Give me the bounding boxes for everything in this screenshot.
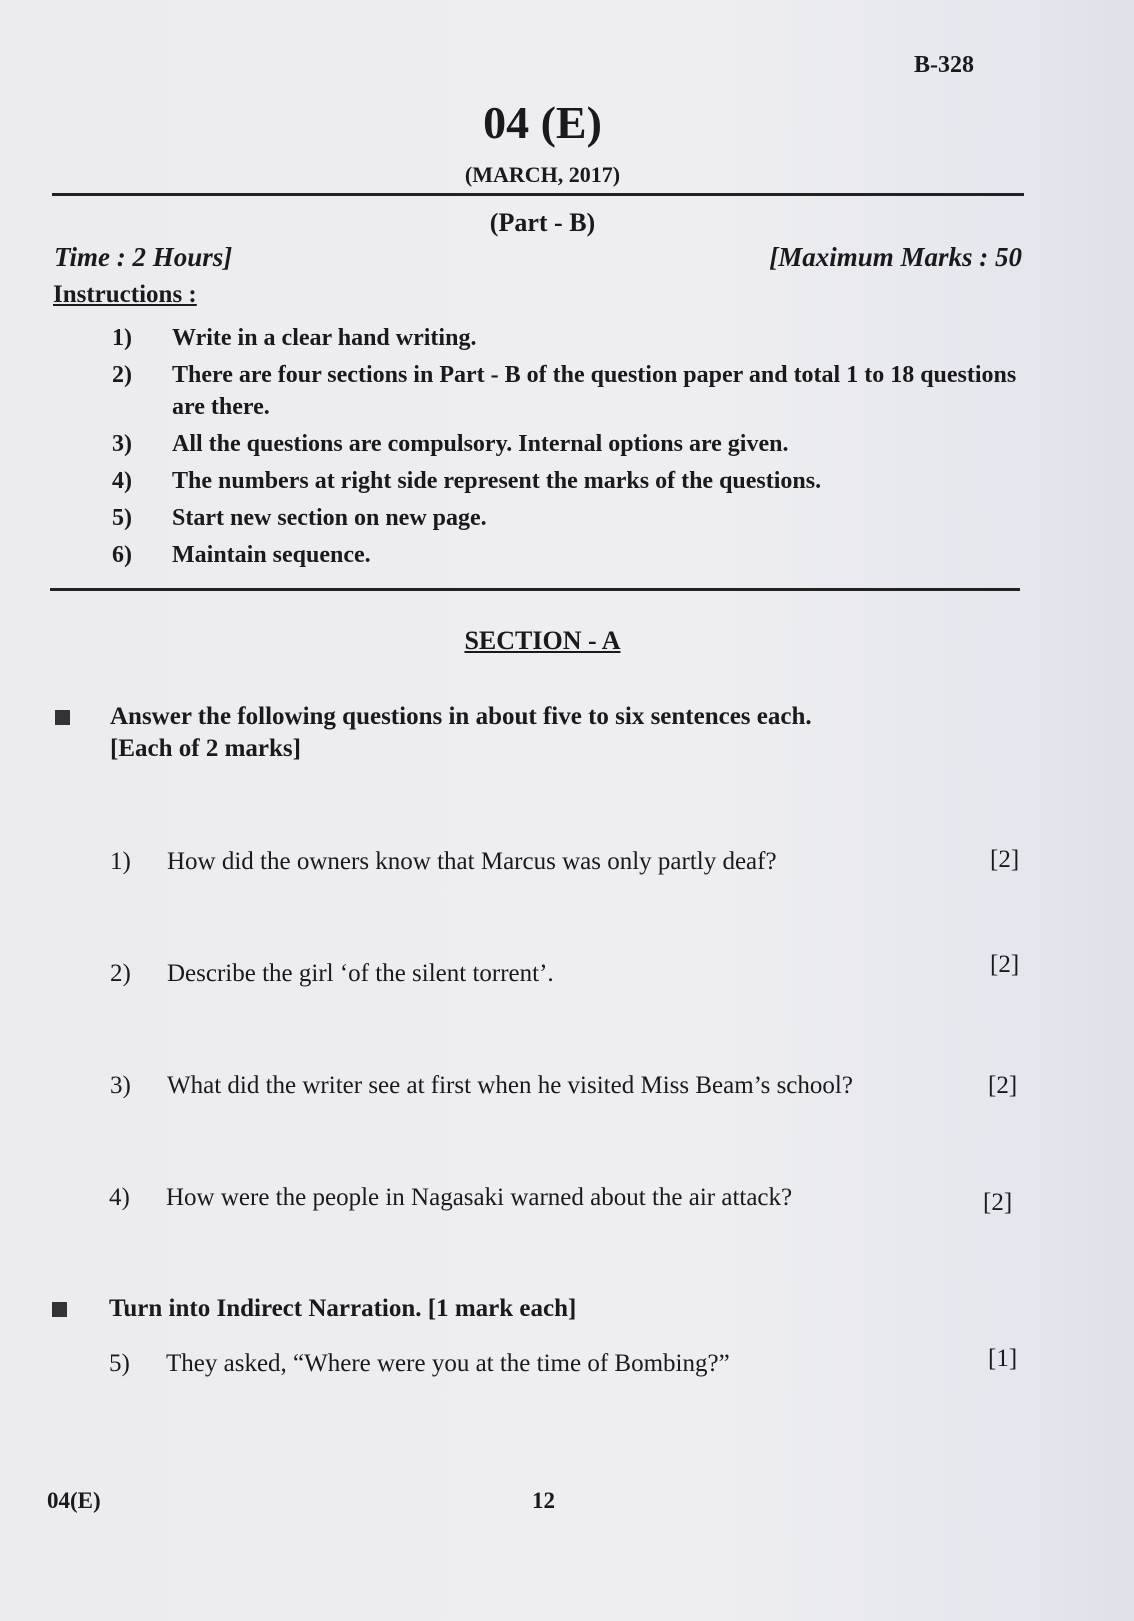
instruction-number: 2) <box>112 362 132 388</box>
part-label: (Part - B) <box>489 208 596 237</box>
question-text: How were the people in Nagasaki warned about the air attack? <box>166 1184 793 1211</box>
instructions-list <box>112 322 1032 576</box>
question-marks: [2] <box>983 1189 1013 1216</box>
divider-instructions <box>50 588 1020 591</box>
instruction-number: 4) <box>112 468 132 494</box>
instruction-number: 1) <box>112 325 132 351</box>
question-text: What did the writer see at first when he visited Miss Beam’s school? <box>167 1072 853 1099</box>
page-number: 12 <box>532 1488 555 1513</box>
question-text: How did the owners know that Marcus was only partly deaf? <box>167 848 777 875</box>
time-allowed: Time : 2 Hours] <box>54 242 233 272</box>
question-block-heading: Turn into Indirect Narration. [1 mark each] <box>109 1295 577 1322</box>
instruction-text: Maintain sequence. <box>172 542 371 568</box>
instruction-item <box>112 465 1032 497</box>
question-number: 5) <box>109 1350 130 1377</box>
maximum-marks: [Maximum Marks : 50 <box>769 242 1022 272</box>
instruction-number: 5) <box>112 505 132 531</box>
instruction-text: The numbers at right side represent the marks of the questions. <box>172 468 822 494</box>
section-title: SECTION - A <box>464 626 621 655</box>
instruction-item <box>112 539 1032 571</box>
question-text: Describe the girl ‘of the silent torrent’. <box>167 960 554 987</box>
question-block-heading: Answer the following questions in about five to six sentences each. <box>110 703 812 730</box>
question-number: 2) <box>110 960 131 987</box>
exam-date: (MARCH, 2017) <box>464 162 621 187</box>
instruction-item <box>112 428 1032 460</box>
subject-code: 04 (E) <box>483 97 602 148</box>
question-marks: [1] <box>988 1345 1018 1372</box>
instruction-text: Start new section on new page. <box>172 505 487 531</box>
instruction-text: Write in a clear hand writing. <box>172 325 477 351</box>
instructions-title: Instructions : <box>53 281 197 308</box>
instruction-item <box>112 359 1032 423</box>
square-bullet-icon <box>55 710 70 725</box>
question-number: 1) <box>110 848 131 875</box>
question-number: 3) <box>110 1072 131 1099</box>
instruction-item <box>112 502 1032 534</box>
square-bullet-icon <box>52 1302 67 1317</box>
instruction-number: 3) <box>112 431 132 457</box>
paper-code: B-328 <box>914 52 974 78</box>
question-marks: [2] <box>990 846 1020 873</box>
question-number: 4) <box>109 1184 130 1211</box>
instruction-text: All the questions are compulsory. Internal options are given. <box>172 431 789 457</box>
question-marks: [2] <box>988 1072 1018 1099</box>
instruction-text: There are four sections in Part - B of the question paper and total 1 to 18 questions are there. <box>172 362 1017 420</box>
instruction-item <box>112 322 1032 354</box>
divider-top <box>52 193 1024 196</box>
instruction-number: 6) <box>112 542 132 568</box>
question-block-marks-note: [Each of 2 marks] <box>110 735 301 762</box>
question-marks: [2] <box>990 951 1020 978</box>
question-text: They asked, “Where were you at the time of Bombing?” <box>166 1350 730 1377</box>
footer-code: 04(E) <box>47 1488 101 1513</box>
